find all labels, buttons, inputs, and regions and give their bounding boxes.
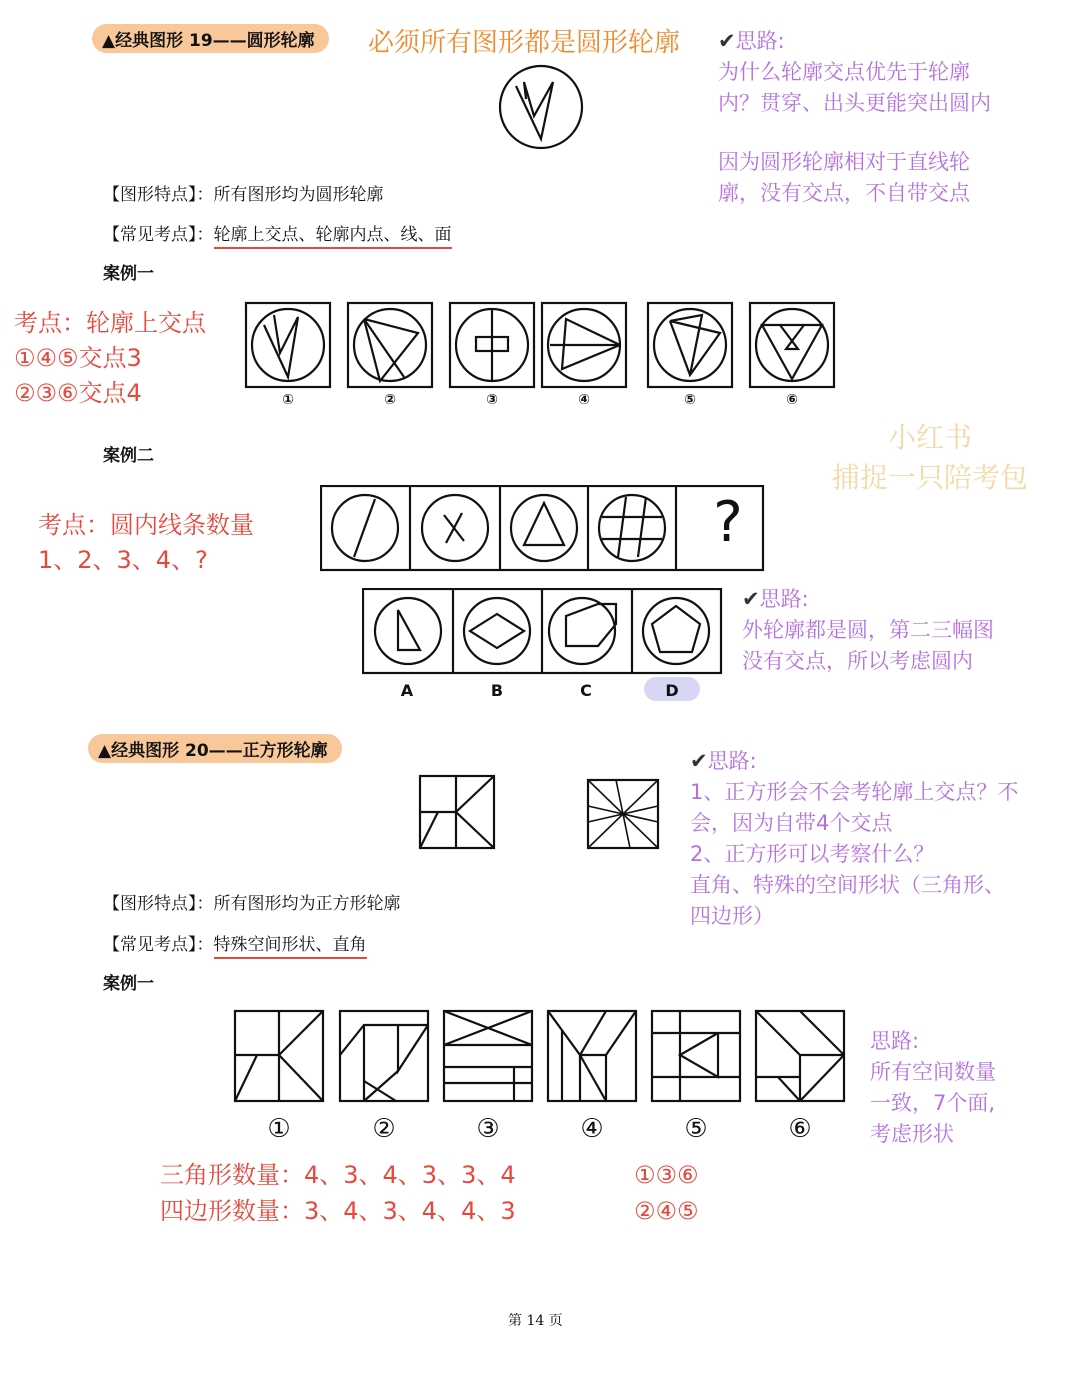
section-19-case1-figures [244, 300, 844, 392]
figure-number: ① [282, 392, 294, 408]
section-19-feature: 【图形特点】：所有图形均为圆形轮廓 [103, 185, 384, 205]
section-20-side-thinking: 思路: 所有空间数量 一致，7个面, 考虑形状 [870, 1029, 996, 1146]
figure-number: ④ [578, 392, 590, 408]
square-figure-5 [652, 1011, 740, 1101]
section-20-title: ▲经典图形 20——正方形轮廓 [88, 734, 342, 763]
figure-4 [542, 303, 626, 387]
seq-1 [332, 495, 398, 561]
section-20-case1-label: 案例一 [103, 974, 154, 994]
thinking-line: 廓，没有交点，不自带交点 [718, 181, 970, 205]
figure-5 [648, 303, 732, 387]
section-19-thinking [718, 26, 991, 209]
question-mark: ? [713, 490, 743, 555]
section-20-feature: 【图形特点】：所有图形均为正方形轮廓 [103, 894, 401, 914]
section-19-case1-notes: 考点：轮廓上交点 ①④⑤交点3 ②③⑥交点4 [14, 309, 206, 407]
quadrilateral-group: ②④⑤ [634, 1197, 699, 1225]
option-b-figure [464, 598, 530, 664]
square-figure-1 [235, 1011, 323, 1101]
square-figure-3 [444, 1011, 532, 1101]
option-label: B [490, 681, 504, 700]
thinking-label: ✔思路: [718, 29, 785, 53]
square-figure-6 [756, 1011, 844, 1101]
quadrilateral-count: 四边形数量：3、4、3、4、4、3 [160, 1197, 516, 1225]
figure-number: ① [267, 1114, 291, 1144]
figure-6 [750, 303, 834, 387]
section-20-case1-figures [232, 1008, 846, 1108]
option-label: A [400, 681, 414, 700]
section-20-common: 【常见考点】：特殊空间形状、直角 [103, 930, 367, 955]
section-19-case1-label: 案例一 [103, 264, 154, 284]
figure-number: ③ [476, 1114, 500, 1144]
thinking-spacer [718, 119, 991, 147]
option-a-figure [375, 598, 441, 664]
seq-4 [599, 495, 665, 561]
square-figure-2 [340, 1011, 428, 1101]
figure-number: ⑥ [788, 1114, 812, 1144]
seq-2 [422, 495, 488, 561]
thinking-line: 因为圆形轮廓相对于直线轮 [718, 150, 970, 174]
figure-number: ② [372, 1114, 396, 1144]
page-number: 第 14 页 [508, 1313, 563, 1329]
thinking-line: 为什么轮廓交点优先于轮廓 [718, 60, 970, 84]
check-icon: ✔ [690, 749, 708, 773]
section-19-case2-options-row [362, 588, 724, 676]
section-19-common: 【常见考点】：轮廓上交点、轮廓内点、线、面 [103, 220, 452, 245]
section-19-example-figure [496, 64, 586, 154]
section-20-thinking: ✔思路: 1、正方形会不会考轮廓上交点？不 会，因为自带4个交点 2、正方形可以考察什么？ 直角、特殊的空间形状（三角形、 四边形） [690, 749, 1019, 928]
section-19-case2-notes: 考点：圆内线条数量 1、2、3、4、? [38, 511, 254, 574]
square-figure-4 [548, 1011, 636, 1101]
section-19-title: ▲经典图形 19——圆形轮廓 [92, 24, 329, 53]
section-19-case2-thinking: ✔思路: 外轮廓都是圆，第二三幅图 没有交点，所以考虑圆内 [742, 587, 994, 673]
figure-3 [450, 303, 534, 387]
watermark: 小红书 捕捉一只陪考包 [831, 421, 1028, 494]
section-19-case2-label: 案例二 [103, 446, 154, 466]
figure-number: ③ [486, 392, 498, 408]
option-label: D [665, 681, 679, 700]
figure-number: ④ [580, 1114, 604, 1144]
check-icon: ✔ [742, 587, 760, 611]
figure-number: ⑤ [684, 392, 696, 408]
section-20-example-figure-2 [586, 778, 662, 852]
option-c-figure [549, 598, 616, 664]
figure-number: ② [384, 392, 396, 408]
figure-number: ⑤ [684, 1114, 708, 1144]
option-d-figure [643, 598, 709, 664]
option-label: C [580, 681, 592, 700]
check-icon: ✔ [718, 29, 736, 53]
seq-3 [511, 495, 577, 561]
section-19-note: 必须所有图形都是圆形轮廓 [368, 28, 681, 58]
figure-number: ⑥ [786, 392, 798, 408]
triangle-group: ①③⑥ [634, 1161, 699, 1189]
section-20-example-figure-1 [418, 774, 498, 850]
figure-1 [246, 303, 330, 387]
figure-2 [348, 303, 432, 387]
thinking-line: 内？贯穿、出头更能突出圆内 [718, 91, 991, 115]
triangle-count: 三角形数量：4、3、4、3、3、4 [160, 1161, 516, 1189]
